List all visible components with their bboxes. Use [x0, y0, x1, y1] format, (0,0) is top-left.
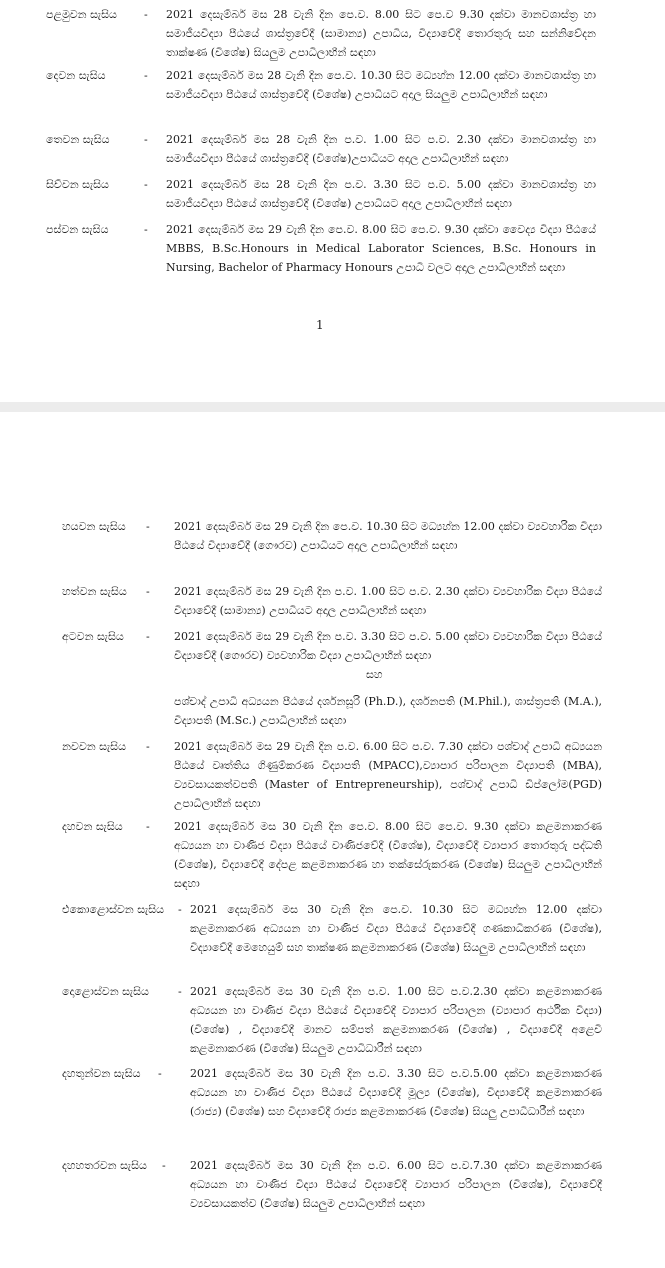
- session-label: දොළොස්වන සැසිය: [62, 985, 149, 998]
- session-dash: -: [146, 740, 150, 753]
- session-text: 2021 දෙසැම්බර් මස 29 වැනි දින ප.ව. 6.00 සිට ප.ව. 7.30 දක්වා පශ්චාද් උපාධි අධ්‍යයන පීඨයේ වෘත්තිය ගිණුම්කරණ විද්‍යාපති (MPACC),ව්‍යාපාර පරිපාලන විද්‍යාපති (MBA), ව්‍යවසායකත්වපති (Master of Entrepreneurship), පශ්චාද් උපාධි ඩිප්ලෝම(PGD) උපාධිලාභීන් සඳහා: [174, 740, 602, 810]
- session-dash: -: [158, 1067, 162, 1080]
- session-text: 2021 දෙසැම්බර් මස 30 වැනි දින පෙ.ව. 10.30 සිට මධ්‍යහ්න 12.00 දක්වා කළමනාකරණ අධ්‍යයන හා වාණිජ විද්‍යා පීඨයේ විද්‍යාවේදී ගණකාධිකරණ (විශේෂ), විද්‍යාවේදී මෙහෙයුම් සහ තාක්ෂණ කළමනාකරණ (විශේෂ) සියලුම උපාධිලාභීන් සඳහා: [190, 903, 602, 954]
- session-dash: -: [178, 985, 182, 998]
- session-dash: -: [146, 630, 150, 643]
- session-dash: -: [146, 820, 150, 833]
- session-label: සිව්වන සැසිය: [46, 178, 109, 191]
- document-page-2: [0, 412, 665, 1268]
- session-label: හයවන සැසිය: [62, 520, 126, 533]
- page-number: 1: [316, 318, 324, 332]
- session-dash: -: [144, 178, 148, 191]
- session-dash: -: [144, 8, 148, 21]
- document-page-1: [0, 0, 665, 402]
- session-text: 2021 දෙසැම්බර් මස 28 වැනි දින පෙ.ව. 10.30 සිට මධ්‍යහ්න 12.00 දක්වා මානවශාස්ත්‍ර හා සමාජීයවිද්‍යා පීඨයේ ශාස්ත්‍රවේදී (විශේෂ) උපාධියට අදාල සියලුම උපාධිලාභීන් සඳහා: [166, 69, 596, 101]
- session-label: දහහතරවන සැසිය: [62, 1159, 147, 1172]
- session-label: දහතුන්වන සැසිය: [62, 1067, 141, 1080]
- session-label: නවවන සැසිය: [62, 740, 126, 753]
- session-label: හත්වන සැසිය: [62, 585, 127, 598]
- session-dash: -: [146, 520, 150, 533]
- session-text: 2021 දෙසැම්බර් මස 28 වැනි දින ප.ව. 1.00 සිට ප.ව. 2.30 දක්වා මානවශාස්ත්‍ර හා සමාජීයවිද්‍යා පීඨයේ ශාස්ත්‍රවේදී (විශේෂ)උපාධියට අදාල උපාධිලාභීන් සඳහා: [166, 133, 596, 165]
- session-dash: -: [146, 585, 150, 598]
- session-text: 2021 දෙසැම්බර් මස 28 වැනි දින ප.ව. 3.30 සිට ප.ව. 5.00 දක්වා මානවශාස්ත්‍ර හා සමාජීයවිද්‍යා පීඨයේ ශාස්ත්‍රවේදී (විශේෂ) උපාධියට අදාල උපාධිලාභීන් සඳහා: [166, 178, 596, 210]
- session-text: 2021 දෙසැම්බර් මස 30 වැනි දින ප.ව. 1.00 සිට ප.ව.2.30 දක්වා කළමනාකරණ අධ්‍යයන හා වාණිජ විද්‍යා පීඨයේ විද්‍යාවේදී ව්‍යාපාර පරිපාලන (ව්‍යාපාර ආර්ථික විද්‍යා) (විශේෂ) , විද්‍යාවේදී මානව සම්පත් කළමනාකරණ (විශේෂ) , විද්‍යාවේදී අළෙවි කළමනාකරණ (විශේෂ) සියලුම උපාධිධාරීන් සඳහා: [190, 985, 602, 1055]
- session-text: 2021 දෙසැම්බර් මස 29 වැනි දින පෙ.ව. 10.30 සිට මධ්‍යහ්න 12.00 දක්වා ව්‍යවහාරික විද්‍යා පීඨයේ විද්‍යාවේදී (ගෞරව) උපාධියට අදාල උපාධිලාභීන් සඳහා: [174, 520, 602, 552]
- session-dash: -: [162, 1159, 166, 1172]
- session-dash: -: [144, 69, 148, 82]
- session-label: පළමුවන සැසිය: [46, 8, 117, 21]
- session-text: 2021 දෙසැම්බර් මස 30 වැනි දින ප.ව. 6.00 සිට ප.ව.7.30 දක්වා කළමනාකරණ අධ්‍යයන හා වාණිජ විද්‍යා පීඨයේ විද්‍යාවේදී ව්‍යාපාර පරිපාලන (විශේෂ), විද්‍යාවේදී ව්‍යවසායකත්ව (විශේෂ) සියලුම උපාධිලාභීන් සඳහා: [190, 1159, 602, 1210]
- session-text: 2021 දෙසැම්බර් මස 28 වැනි දින පෙ.ව. 8.00 සිට පෙ.ව 9.30 දක්වා මානවශාස්ත්‍ර හා සමාජීයවිද්‍යා පීඨයේ ශාස්ත්‍රවේදී (සාමාන්‍ය) උපාධිය, විද්‍යාවේදී තොරතුරු සහ සන්නිවේදන තාක්ෂණ (විශේෂ) සියලුම උපාධිලාභීන් සඳහා: [166, 8, 596, 59]
- session-text: 2021 දෙසැම්බර් මස 30 වැනි දින පෙ.ව. 8.00 සිට පෙ.ව. 9.30 දක්වා කළමනාකරණ අධ්‍යයන හා වාණිජ විද්‍යා පීඨයේ වාණිජවේදී (විශේෂ), විද්‍යාවේදී ව්‍යාපාර තොරතුරු පද්ධති (විශේෂ), විද්‍යාවේදී දේපළ කළමනාකරණ හා තක්සේරුකරණ (විශේෂ) සියලුම උපාධිලාභීන් සඳහා: [174, 820, 602, 890]
- extra-paragraph: පශ්චාද් උපාධි අධ්‍යයන පීඨයේ දර්ශනසූරි (Ph.D.), දර්ශනපති (M.Phil.), ශාස්ත්‍රපති (M.A.), විද්‍යාපති (M.Sc.) උපාධිලාභීන් සඳහා: [174, 695, 602, 727]
- session-text: 2021 දෙසැම්බර් මස 29 වැනි දින ප.ව. 1.00 සිට ප.ව. 2.30 දක්වා ව්‍යවහාරික විද්‍යා පීඨයේ විද්‍යාවේදී (සාමාන්‍ය) උපාධියට අදාල උපාධිලාභීන් සඳහා: [174, 585, 602, 617]
- session-label: දෙවන සැසිය: [46, 69, 106, 82]
- session-text: 2021 දෙසැම්බර් මස 29 වැනි දින පෙ.ව. 8.00 සිට පෙ.ව. 9.30 දක්වා වෛද්‍ය විද්‍යා පීඨයේ MBBS, B.Sc.Honours in Medical Laborator Sciences, B.Sc. Honours in Nursing, Bachelor of Pharmacy Honours උපාධි වලට අදාල උපාධිලාභීන් සඳහා: [166, 223, 596, 274]
- session-label: තෙවන සැසිය: [46, 133, 110, 146]
- page-divider: [0, 402, 665, 412]
- session-label: දහවන සැසිය: [62, 820, 123, 833]
- session-dash: -: [178, 903, 182, 916]
- session-dash: -: [144, 133, 148, 146]
- session-text: 2021 දෙසැම්බර් මස 30 වැනි දින ප.ව. 3.30 සිට ප.ව.5.00 දක්වා කළමනාකරණ අධ්‍යයන හා වාණිජ විද්‍යා පීඨයේ විද්‍යාවේදී මූල්‍ය (විශේෂ), විද්‍යාවේදී කළමනාකරණ (රාජ්‍ය) (විශේෂ) සහ විද්‍යාවේදී රාජ්‍ය කළමනාකරණ (විශේෂ) සියලු උපාධිධාරීන් සඳහා: [190, 1067, 602, 1118]
- session-label: පස්වන සැසිය: [46, 223, 109, 236]
- session-label: එකොළොස්වන සැසිය: [62, 903, 165, 916]
- session-label: අටවන සැසිය: [62, 630, 124, 643]
- separator-text: සහ: [366, 668, 383, 681]
- session-dash: -: [144, 223, 148, 236]
- session-text: 2021 දෙසැම්බර් මස 29 වැනි දින ප.ව. 3.30 සිට ප.ව. 5.00 දක්වා ව්‍යවහාරික විද්‍යා පීඨයේ විද්‍යාවේදී (ගෞරව) ව්‍යවහාරික විද්‍යා උපාධිලාභීන් සඳහා: [174, 630, 602, 662]
